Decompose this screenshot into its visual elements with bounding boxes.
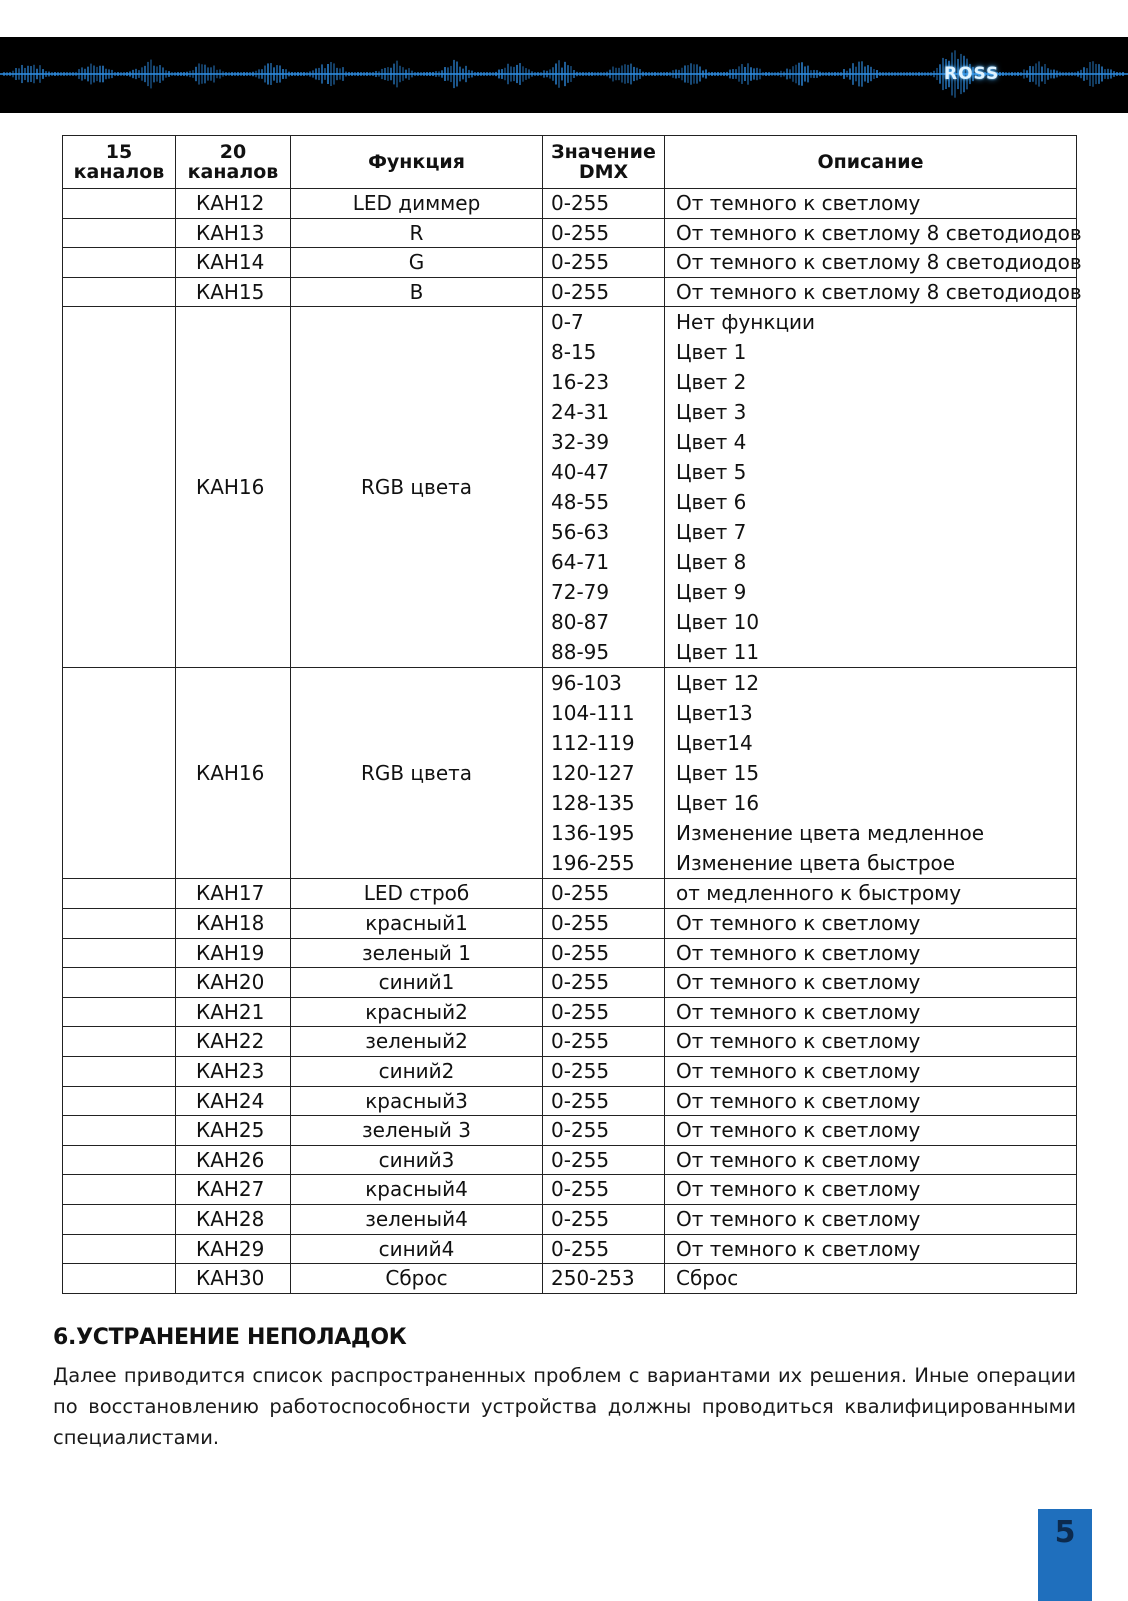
dmx-range: 72-79 [551,580,610,605]
range-description: Цвет 11 [676,640,760,665]
range-description: Цвет 15 [676,761,760,786]
cell-description: От темного к светлому [665,1204,1077,1234]
dmx-range: 104-111 [551,701,635,726]
brand-logo: ROSS [944,64,1000,84]
table-row [63,938,1077,968]
dmx-range: 0-7 [551,310,584,335]
table-row [63,1145,1077,1175]
cell-dmx: 0-255 [543,1204,665,1234]
cell-description: От темного к светлому [665,938,1077,968]
cell-dmx: 0-255 [543,277,665,307]
cell-function: синий2 [291,1056,543,1086]
cell-function: синий1 [291,968,543,998]
dmx-range: 128-135 [551,791,635,816]
cell-15 [63,1264,176,1294]
cell-function: B [291,277,543,307]
cell-function: LED строб [291,879,543,909]
range-description: Изменение цвета медленное [676,821,985,846]
dmx-range: 196-255 [551,851,635,876]
cell-description-list [665,307,1077,668]
cell-function: синий4 [291,1234,543,1264]
col-description: Описание [665,136,1077,189]
dmx-range: 8-15 [551,340,597,365]
table-row-group [63,668,1077,879]
cell-15 [63,968,176,998]
range-description: Цвет 5 [676,460,747,485]
cell-dmx: 0-255 [543,1234,665,1264]
cell-description: От темного к светлому [665,1234,1077,1264]
cell-function: красный2 [291,997,543,1027]
dmx-range: 24-31 [551,400,610,425]
cell-description: От темного к светлому [665,997,1077,1027]
range-description: Цвет 4 [676,430,747,455]
cell-dmx: 0-255 [543,1145,665,1175]
cell-dmx: 0-255 [543,248,665,278]
cell-15 [63,307,176,668]
table-row [63,277,1077,307]
range-description: Изменение цвета быстрое [676,851,956,876]
cell-15 [63,908,176,938]
cell-function: красный4 [291,1175,543,1205]
cell-15 [63,248,176,278]
col-function: Функция [291,136,543,189]
cell-description: Сброс [665,1264,1077,1294]
cell-channel: КАН17 [176,879,291,909]
cell-description: От темного к светлому [665,908,1077,938]
range-description: Цвет 8 [676,550,747,575]
col-20-channels: 20 каналов [176,136,291,189]
cell-description: От темного к светлому [665,968,1077,998]
dmx-range: 80-87 [551,610,610,635]
cell-channel: КАН28 [176,1204,291,1234]
table-row [63,1116,1077,1146]
table-row [63,1056,1077,1086]
cell-function: синий3 [291,1145,543,1175]
cell-channel: КАН30 [176,1264,291,1294]
cell-channel: КАН23 [176,1056,291,1086]
col-dmx-value: Значение DMX [543,136,665,189]
cell-function: зеленый 3 [291,1116,543,1146]
table-row [63,248,1077,278]
cell-15 [63,1116,176,1146]
cell-channel: КАН18 [176,908,291,938]
cell-dmx: 0-255 [543,1056,665,1086]
cell-dmx-list [543,307,665,668]
cell-channel: КАН24 [176,1086,291,1116]
cell-15 [63,879,176,909]
dmx-range: 40-47 [551,460,610,485]
cell-dmx-list [543,668,665,879]
cell-function: красный1 [291,908,543,938]
range-description: Цвет 3 [676,400,747,425]
cell-function: красный3 [291,1086,543,1116]
cell-description: От темного к светлому [665,1056,1077,1086]
cell-15 [63,997,176,1027]
cell-dmx: 0-255 [543,1027,665,1057]
cell-15 [63,1086,176,1116]
cell-channel: КАН15 [176,277,291,307]
cell-channel: КАН16 [176,307,291,668]
cell-description: От темного к светлому 8 светодиодов [665,248,1077,278]
col-15-channels: 15 каналов [63,136,176,189]
cell-function: зеленый 1 [291,938,543,968]
cell-channel: КАН26 [176,1145,291,1175]
dmx-channel-table [62,135,1082,1294]
table-row [63,1175,1077,1205]
dmx-range: 64-71 [551,550,610,575]
cell-description: От темного к светлому [665,189,1077,219]
cell-function: зеленый2 [291,1027,543,1057]
table-row [63,997,1077,1027]
dmx-range: 96-103 [551,671,622,696]
dmx-range: 56-63 [551,520,610,545]
dmx-range: 136-195 [551,821,635,846]
cell-dmx: 0-255 [543,1086,665,1116]
dmx-range: 88-95 [551,640,610,665]
cell-15 [63,218,176,248]
cell-description-list [665,668,1077,879]
cell-15 [63,1175,176,1205]
cell-15 [63,1204,176,1234]
dmx-range: 120-127 [551,761,635,786]
cell-15 [63,938,176,968]
range-description: Цвет14 [676,731,753,756]
table-row [63,218,1077,248]
cell-description: От темного к светлому 8 светодиодов [665,218,1077,248]
cell-function: зеленый4 [291,1204,543,1234]
cell-channel: КАН13 [176,218,291,248]
table-row [63,1204,1077,1234]
cell-channel: КАН22 [176,1027,291,1057]
cell-dmx: 0-255 [543,938,665,968]
range-description: Цвет 9 [676,580,747,605]
range-description: Цвет13 [676,701,753,726]
cell-channel: КАН27 [176,1175,291,1205]
dmx-range: 112-119 [551,731,635,756]
table-row [63,1234,1077,1264]
section-paragraph: Далее приводится список распространенных проблем с вариантами их решения. Иные операции по восстановлению работоспособности устройства должны проводиться квалифицированными специалистами. [53,1364,1076,1449]
cell-channel: КАН25 [176,1116,291,1146]
table-row [63,879,1077,909]
table-row [63,968,1077,998]
table-row [63,1086,1077,1116]
page-number: 5 [1054,1515,1076,1550]
dmx-range: 48-55 [551,490,610,515]
range-description: Цвет 2 [676,370,747,395]
cell-dmx: 0-255 [543,1116,665,1146]
cell-channel: КАН12 [176,189,291,219]
cell-description: от медленного к быстрому [665,879,1077,909]
cell-dmx: 0-255 [543,908,665,938]
table-row-group [63,307,1077,668]
cell-description: От темного к светлому 8 светодиодов [665,277,1077,307]
cell-channel: КАН29 [176,1234,291,1264]
cell-description: От темного к светлому [665,1027,1077,1057]
cell-description: От темного к светлому [665,1116,1077,1146]
cell-function: G [291,248,543,278]
cell-function: LED диммер [291,189,543,219]
cell-channel: КАН20 [176,968,291,998]
cell-function: RGB цвета [291,668,543,879]
range-description: Цвет 16 [676,791,760,816]
cell-function: RGB цвета [291,307,543,668]
cell-function: Сброс [291,1264,543,1294]
cell-dmx: 0-255 [543,997,665,1027]
cell-dmx: 0-255 [543,968,665,998]
dmx-range: 16-23 [551,370,610,395]
table-header-row [63,136,1077,189]
cell-15 [63,277,176,307]
cell-description: От темного к светлому [665,1145,1077,1175]
cell-15 [63,1234,176,1264]
cell-channel: КАН19 [176,938,291,968]
table-row [63,908,1077,938]
table-row [63,189,1077,219]
cell-description: От темного к светлому [665,1086,1077,1116]
range-description: Цвет 10 [676,610,760,635]
range-description: Цвет 1 [676,340,747,365]
range-description: Цвет 6 [676,490,747,515]
range-description: Цвет 12 [676,671,760,696]
cell-dmx: 0-255 [543,189,665,219]
cell-channel: КАН21 [176,997,291,1027]
cell-15 [63,1056,176,1086]
section-title: 6.УСТРАНЕНИЕ НЕПОЛАДОК [53,1325,407,1350]
cell-15 [63,668,176,879]
range-description: Нет функции [676,310,816,335]
cell-function: R [291,218,543,248]
table-row [63,1027,1077,1057]
cell-15 [63,189,176,219]
cell-dmx: 250-253 [543,1264,665,1294]
table-row [63,1264,1077,1294]
cell-channel: КАН14 [176,248,291,278]
cell-dmx: 0-255 [543,879,665,909]
cell-15 [63,1145,176,1175]
cell-dmx: 0-255 [543,1175,665,1205]
dmx-range: 32-39 [551,430,610,455]
cell-dmx: 0-255 [543,218,665,248]
cell-channel: КАН16 [176,668,291,879]
cell-15 [63,1027,176,1057]
cell-description: От темного к светлому [665,1175,1077,1205]
range-description: Цвет 7 [676,520,747,545]
